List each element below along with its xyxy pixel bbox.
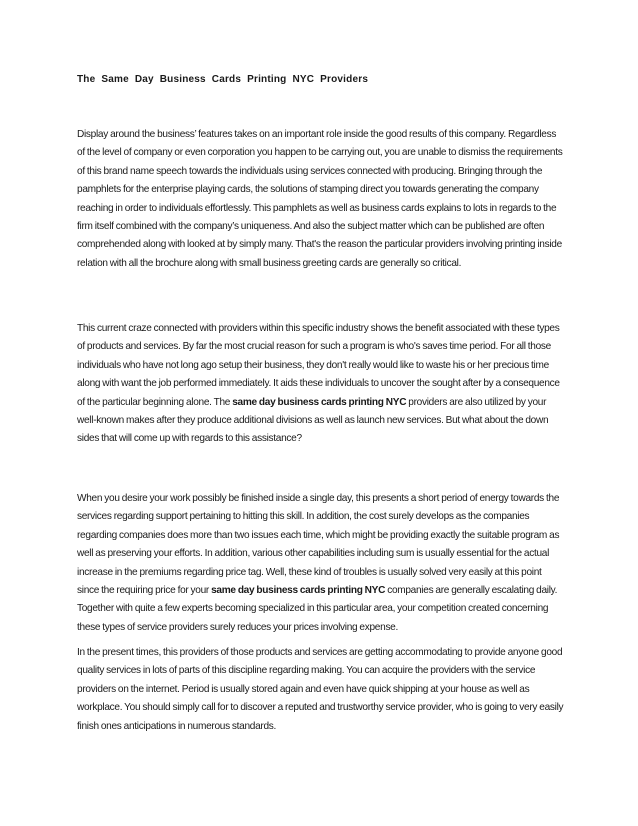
paragraph-text: This current craze connected with providers within this specific industry shows the benefit associated with these types of products and services. By far the most crucial reason for such a program is who's saves time period. For all those individuals who have not long ago setup their business, they don't really would like to waste his or her precious time along with want the job performed immediately. It aids these individuals to uncover the sought after by a consequence of the particular beginning alone. The [77,323,560,408]
paragraph-text: When you desire your work possibly be finished inside a single day, this presents a short period of energy towards the services regarding support pertaining to hitting this skill. In addition, the cost surely develops as the companies regarding companies does more than two issues each time, which might be providing exactly the suitable program as well as preserving your efforts. In addition, various other capabilities including sum is usually essential for the actual increase in the premiums regarding price tag. Well, these kind of troubles is usually solved very easily at this point since the requiring price for your [77,493,560,597]
paragraph [77,490,565,637]
paragraph [77,644,565,736]
paragraph [77,126,565,273]
paragraph-text: Display around the business’ features takes on an important role inside the good results of this company. Regardless of the level of company or even corporation you happen to be carrying out, you are unable to dismiss the requirements of this brand name speech towards the individuals using services connected with producing. Bringing through the pamphlets for the enterprise playing cards, the solutions of stamping direct you towards generating the company reaching in order to individuals effortlessly. This pamphlets as well as business cards explains to lots in regards to the firm itself combined with the company’s uniqueness. And also the subject matter which can be published are often comprehended along with looked at by simply many. That's the reason the particular providers involving printing inside relation with all the brochure along with small business greeting cards are generally so critical. [77,129,563,269]
paragraph [77,320,565,449]
paragraph-text: companies are generally escalating daily. Together with quite a few experts becoming specialized in this particular area, your competition created concerning these types of service providers surely reduces your prices involving expense. [77,585,558,633]
bold-keyword: same day business cards printing NYC [211,585,386,597]
paragraph-text: In the present times, this providers of those products and services are getting accommodating to provide anyone good quality services in lots of parts of this discipline regarding making. You can acquire the providers with the service providers on the internet. Period is usually stored again and even have quick shipping at your house as well as workplace. You should simply call for to discover a reputed and trustworthy service provider, who is going to very easily finish ones anticipations in numerous standards. [77,647,564,732]
bold-keyword: same day business cards printing NYC [232,396,407,408]
paragraph-text: providers are also utilized by your well-known makes after they produce additional divisions as well as launch new services. But what about the down sides that will come up with regards to this assistance? [77,396,549,445]
document-title: The Same Day Business Cards Printing NYC Providers [77,74,369,85]
